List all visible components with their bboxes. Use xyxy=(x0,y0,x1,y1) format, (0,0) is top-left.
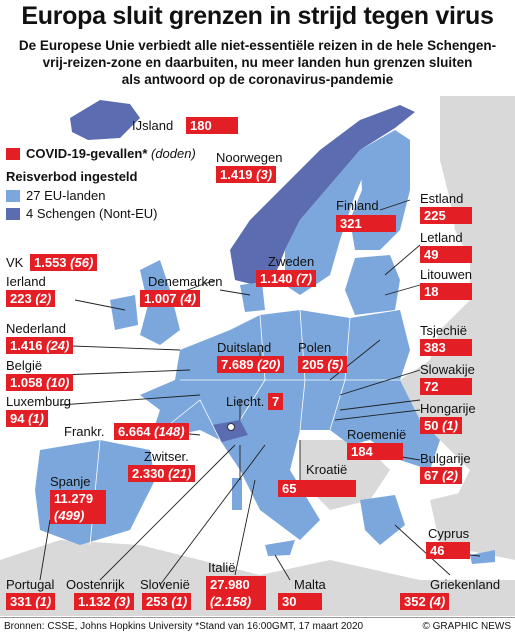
cyprus-cases: 46 xyxy=(426,542,470,559)
ireland-name: Ierland xyxy=(6,274,46,289)
legend-cases-label: COVID-19-gevallen* xyxy=(26,146,148,161)
poland-name: Polen xyxy=(298,340,332,355)
switzerland-name: Zwitser. xyxy=(144,449,189,464)
denmark-cases: 1.007 (4) xyxy=(140,290,200,307)
estonia-name: Estland xyxy=(420,191,464,206)
germany-cases: 7.689 (20) xyxy=(217,356,284,373)
slovakia-name: Slowakije xyxy=(420,362,475,377)
page-title: Europa sluit grenzen in strijd tegen virus xyxy=(21,2,494,30)
greece-name: Griekenland xyxy=(430,577,501,592)
ireland-shape xyxy=(110,295,138,330)
subtitle-line-3: als antwoord op de coronavirus-pandemie xyxy=(121,72,394,87)
belgium-name: België xyxy=(6,358,43,373)
norway-name: Noorwegen xyxy=(216,150,283,165)
lithuania-cases: 18 xyxy=(420,283,472,300)
portugal-cases: 331 (1) xyxy=(6,593,55,610)
romania-name: Roemenië xyxy=(347,427,407,442)
austria-cases: 1.132 (3) xyxy=(74,593,134,610)
bulgaria-name: Bulgarije xyxy=(420,451,471,466)
uk-name: VK xyxy=(6,255,24,270)
malta-cases: 30 xyxy=(278,593,322,610)
austria-name: Oostenrijk xyxy=(66,577,125,592)
schengen-swatch xyxy=(6,208,20,220)
baltics-shape xyxy=(345,255,400,315)
hungary-cases: 50 (1) xyxy=(420,417,462,434)
uk-cases: 1.553 (56) xyxy=(30,254,97,271)
legend-ban-title: Reisverbod ingesteld xyxy=(6,169,138,184)
sweden-name: Zweden xyxy=(268,254,315,269)
denmark-name: Denemarken xyxy=(148,274,223,289)
france-name: Frankr. xyxy=(64,424,105,439)
latvia-name: Letland xyxy=(420,230,463,245)
malta-name: Malta xyxy=(294,577,326,592)
czech-cases: 383 xyxy=(420,339,472,356)
germany-name: Duitsland xyxy=(217,340,272,355)
croatia-cases: 65 xyxy=(278,480,356,497)
italy-name: Italië xyxy=(208,560,236,575)
lithuania-name: Litouwen xyxy=(420,267,473,282)
slovenia-name: Slovenië xyxy=(140,577,190,592)
liechtenstein-marker xyxy=(227,423,235,431)
iceland-name: IJsland xyxy=(132,118,174,133)
luxembourg-name: Luxemburg xyxy=(6,394,72,409)
liechtenstein-name: Liecht. xyxy=(226,394,265,409)
finland-name: Finland xyxy=(336,198,379,213)
slovenia-cases: 253 (1) xyxy=(142,593,191,610)
slovakia-cases: 72 xyxy=(420,378,472,395)
poland-cases: 205 (5) xyxy=(298,356,347,373)
portugal-name: Portugal xyxy=(6,577,55,592)
latvia-cases: 49 xyxy=(420,246,472,263)
legend-eu-label: 27 EU-landen xyxy=(26,188,106,203)
ireland-cases: 223 (2) xyxy=(6,290,55,307)
legend xyxy=(6,146,196,224)
legend-schengen-label: 4 Schengen (Nont-EU) xyxy=(26,206,158,221)
luxembourg-cases: 94 (1) xyxy=(6,410,48,427)
cyprus-name: Cyprus xyxy=(428,526,470,541)
sweden-cases: 1.140 (7) xyxy=(256,270,316,287)
france-cases: 6.664 (148) xyxy=(114,423,189,440)
iceland-cases: 180 xyxy=(186,117,238,134)
romania-cases: 184 xyxy=(347,443,403,460)
source-note: Bronnen: CSSE, Johns Hopkins University *Stand van 16:00GMT, 17 maart 2020 xyxy=(4,621,364,632)
hungary-name: Hongarije xyxy=(420,401,476,416)
netherlands-cases: 1.416 (24) xyxy=(6,337,73,354)
copyright: © GRAPHIC NEWS xyxy=(422,621,511,632)
norway-cases: 1.419 (3) xyxy=(216,166,276,183)
subtitle-line-2: vrij-reizen-zone en daarbuiten, nu meer landen hun grenzen sluiten xyxy=(42,55,473,70)
netherlands-name: Nederland xyxy=(6,321,66,336)
estonia-cases: 225 xyxy=(420,207,472,224)
belgium-cases: 1.058 (10) xyxy=(6,374,73,391)
footer xyxy=(0,617,515,636)
spain-name: Spanje xyxy=(50,474,91,489)
switzerland-cases: 2.330 (21) xyxy=(128,465,195,482)
czech-name: Tsjechië xyxy=(420,323,467,338)
liechtenstein-cases: 7 xyxy=(268,393,283,410)
legend-deaths-label: (doden) xyxy=(151,146,196,161)
subtitle-line-1: De Europese Unie verbiedt alle niet-essentiële reizen in de hele Schengen- xyxy=(18,38,497,53)
case-swatch xyxy=(6,148,20,160)
italy-cases: 27.980 (2.158) xyxy=(206,576,266,610)
spain-cases: 11.279 (499) xyxy=(50,490,106,524)
finland-cases: 321 xyxy=(336,215,396,232)
croatia-name: Kroatië xyxy=(306,462,348,477)
bulgaria-cases: 67 (2) xyxy=(420,467,462,484)
eu-swatch xyxy=(6,190,20,202)
greece-cases: 352 (4) xyxy=(400,593,449,610)
